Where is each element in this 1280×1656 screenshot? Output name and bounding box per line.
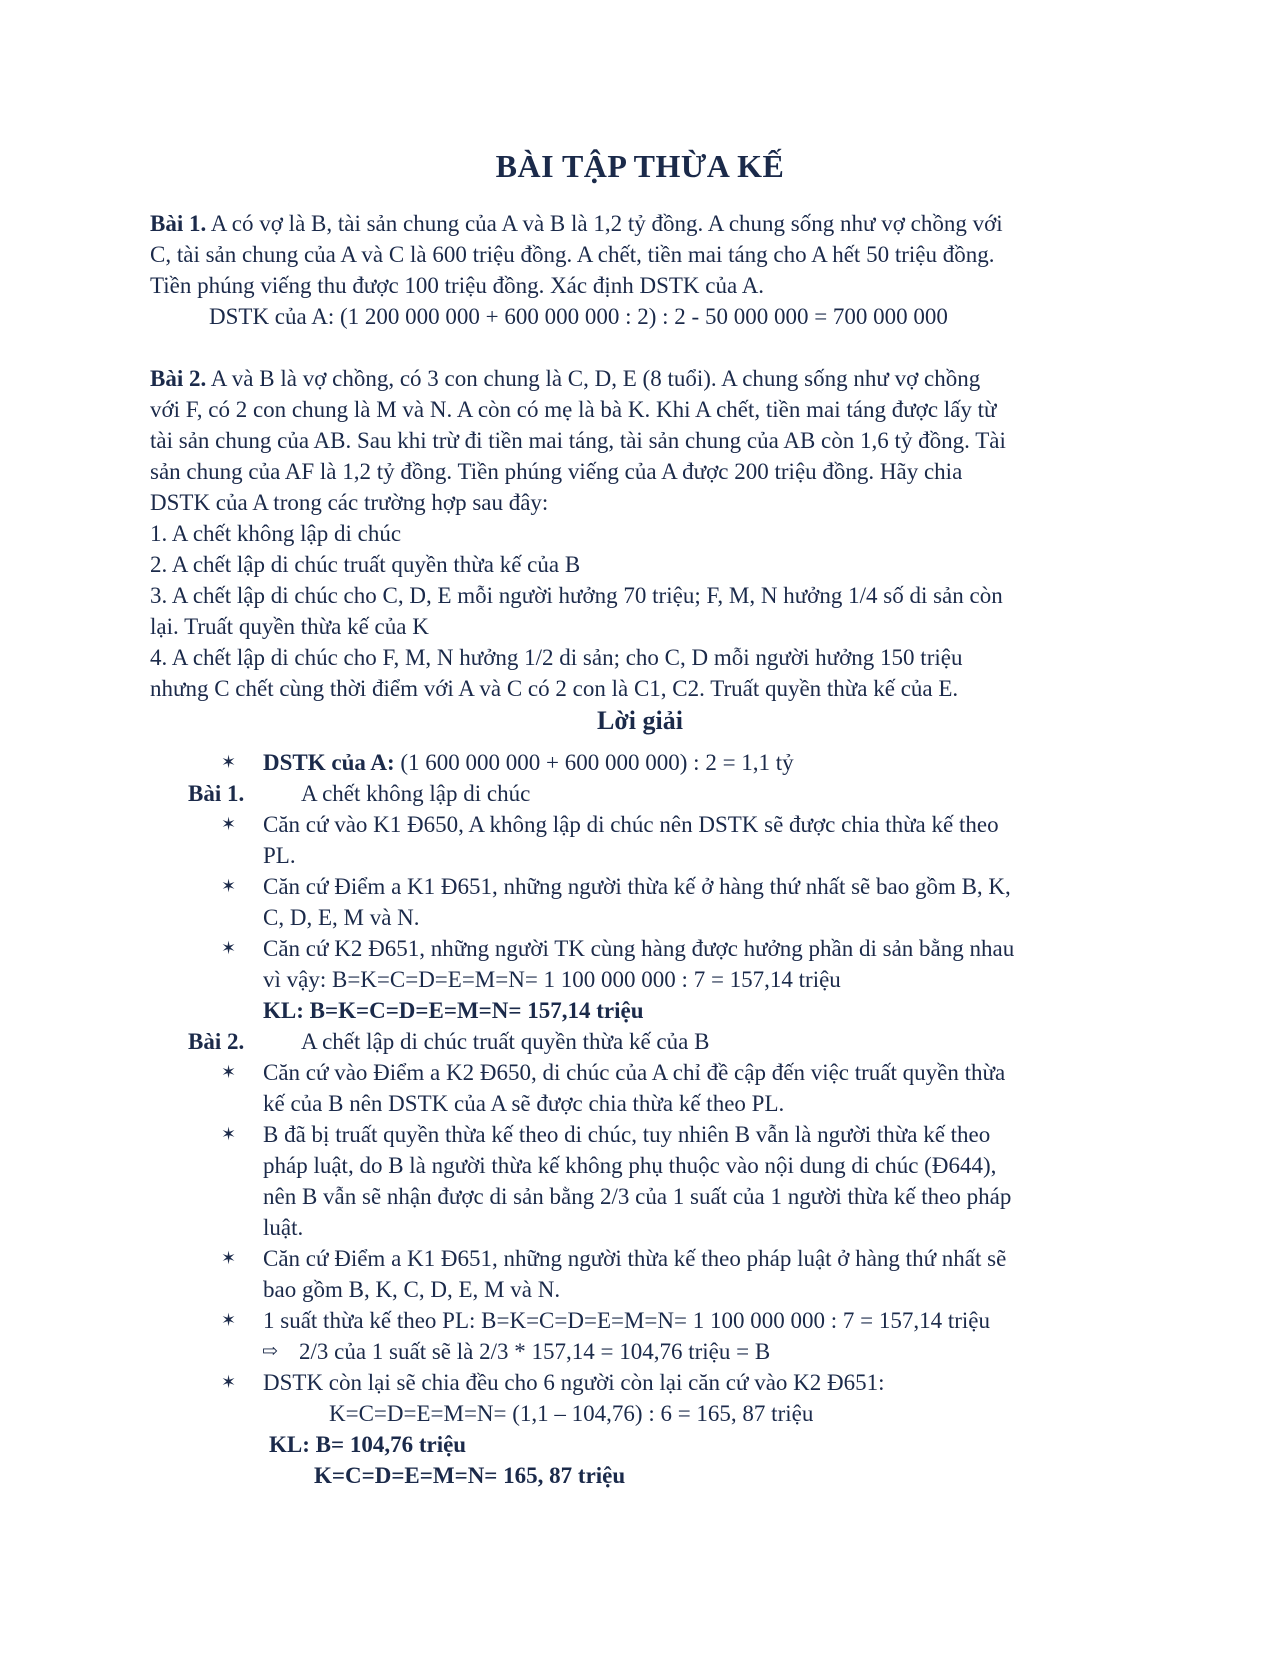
- dstk-value: (1 600 000 000 + 600 000 000) : 2 = 1,1 tỷ: [394, 750, 794, 775]
- exercise-1-line: C, tài sản chung của A và C là 600 triệu đồng. A chết, tiền mai táng cho A hết 50 triệu đồng.: [150, 242, 995, 267]
- bullet-item: [263, 1057, 1123, 1119]
- exercise-2-line: với F, có 2 con chung là M và N. A còn có mẹ là bà K. Khi A chết, tiền mai táng được lấy từ: [150, 397, 997, 422]
- bullet-line: DSTK còn lại sẽ chia đều cho 6 người còn lại căn cứ vào K2 Đ651:: [263, 1370, 885, 1395]
- bullet-star-icon: ✶: [221, 1124, 237, 1144]
- bullet-item: [263, 871, 1123, 933]
- exercise-2-line: A và B là vợ chồng, có 3 con chung là C, D, E (8 tuổi). A chung sống như vợ chồng: [206, 366, 981, 391]
- exercise-2-line: 2. A chết lập di chúc truất quyền thừa kế của B: [150, 552, 581, 577]
- bullet-line: bao gồm B, K, C, D, E, M và N.: [263, 1277, 561, 1302]
- exercise-2-line: lại. Truất quyền thừa kế của K: [150, 614, 429, 639]
- bullet-star-icon: ✶: [221, 938, 237, 958]
- exercise-2-line: 4. A chết lập di chúc cho F, M, N hưởng 1/2 di sản; cho C, D mỗi người hưởng 150 triệu: [150, 645, 963, 670]
- exercise-2-label: Bài 2.: [150, 366, 207, 391]
- part-1-conclusion: KL: B=K=C=D=E=M=N= 157,14 triệu: [263, 998, 644, 1023]
- arrow-line: 2/3 của 1 suất sẽ là 2/3 * 157,14 = 104,76 triệu = B: [299, 1339, 771, 1364]
- bullet-line: Căn cứ vào K1 Đ650, A không lập di chúc nên DSTK sẽ được chia thừa kế theo: [263, 812, 999, 837]
- bullet-line: kế của B nên DSTK của A sẽ được chia thừa kế theo PL.: [263, 1091, 785, 1116]
- bullet-line: B đã bị truất quyền thừa kế theo di chúc, tuy nhiên B vẫn là người thừa kế theo: [263, 1122, 991, 1147]
- part-2-conclusion: K=C=D=E=M=N= 165, 87 triệu: [314, 1463, 626, 1488]
- part-1-title: A chết không lập di chúc: [301, 781, 531, 806]
- bullet-star-icon: ✶: [221, 1310, 237, 1330]
- dstk-label: DSTK của A:: [263, 750, 395, 775]
- exercise-2-line: tài sản chung của AB. Sau khi trừ đi tiền mai táng, tài sản chung của AB còn 1,6 tỷ đồng. Tài: [150, 428, 1006, 453]
- exercise-2: [150, 363, 1122, 704]
- bullet-item: [263, 809, 1123, 871]
- part-1-label: Bài 1.: [188, 781, 245, 806]
- bullet-star-icon: ✶: [221, 814, 237, 834]
- part-2-conclusion: KL: B= 104,76 triệu: [269, 1432, 467, 1457]
- bullet-line: 1 suất thừa kế theo PL: B=K=C=D=E=M=N= 1 100 000 000 : 7 = 157,14 triệu: [263, 1308, 990, 1333]
- exercise-1-answer: DSTK của A: (1 200 000 000 + 600 000 000 : 2) : 2 - 50 000 000 = 700 000 000: [209, 304, 948, 329]
- bullet-line: PL.: [263, 843, 296, 868]
- exercise-1-line: A có vợ là B, tài sản chung của A và B là 1,2 tỷ đồng. A chung sống như vợ chồng với: [206, 211, 1003, 236]
- exercise-2-line: 1. A chết không lập di chúc: [150, 521, 402, 546]
- bullet-star-icon: ✶: [221, 876, 237, 896]
- exercise-2-line: 3. A chết lập di chúc cho C, D, E mỗi người hưởng 70 triệu; F, M, N hưởng 1/4 số di sản còn: [150, 583, 1003, 608]
- bullet-line: Căn cứ vào Điểm a K2 Đ650, di chúc của A chỉ đề cập đến việc truất quyền thừa: [263, 1060, 1006, 1085]
- arrow-right-icon: ⇨: [262, 1341, 278, 1362]
- page-title: BÀI TẬP THỪA KẾ: [495, 148, 785, 184]
- bullet-star-icon: ✶: [221, 1062, 237, 1082]
- exercise-2-line: nhưng C chết cùng thời điểm với A và C có 2 con là C1, C2. Truất quyền thừa kế của E.: [150, 676, 959, 701]
- bullet-line: Căn cứ Điểm a K1 Đ651, những người thừa kế theo pháp luật ở hàng thứ nhất sẽ: [263, 1246, 1007, 1271]
- bullet-star-icon: ✶: [221, 752, 237, 772]
- part-2-label: Bài 2.: [188, 1029, 245, 1054]
- solution-heading: Lời giải: [597, 706, 683, 735]
- bullet-star-icon: ✶: [221, 1372, 237, 1392]
- dstk-line: [263, 747, 1123, 778]
- bullet-line: C, D, E, M và N.: [263, 905, 420, 930]
- bullet-item: [263, 1305, 1123, 1336]
- bullet-line: Căn cứ K2 Đ651, những người TK cùng hàng được hưởng phần di sản bằng nhau: [263, 936, 1015, 961]
- exercise-2-line: sản chung của AF là 1,2 tỷ đồng. Tiền phúng viếng của A được 200 triệu đồng. Hãy chia: [150, 459, 963, 484]
- bullet-line: vì vậy: B=K=C=D=E=M=N= 1 100 000 000 : 7 = 157,14 triệu: [263, 967, 841, 992]
- exercise-2-line: DSTK của A trong các trường hợp sau đây:: [150, 490, 549, 515]
- bullet-item: [263, 1367, 1123, 1398]
- bullet-line: nên B vẫn sẽ nhận được di sản bằng 2/3 của 1 suất của 1 người thừa kế theo pháp: [263, 1184, 1012, 1209]
- bullet-item: [263, 1243, 1123, 1305]
- bullet-star-icon: ✶: [221, 1248, 237, 1268]
- part-2-title: A chết lập di chúc truất quyền thừa kế của B: [301, 1029, 710, 1054]
- exercise-1-line: Tiền phúng viếng thu được 100 triệu đồng. Xác định DSTK của A.: [150, 273, 765, 298]
- bullet-item: [263, 933, 1123, 995]
- bullet-line: luật.: [263, 1215, 304, 1240]
- formula-line: K=C=D=E=M=N= (1,1 – 104,76) : 6 = 165, 87 triệu: [329, 1401, 814, 1426]
- bullet-line: Căn cứ Điểm a K1 Đ651, những người thừa kế ở hàng thứ nhất sẽ bao gồm B, K,: [263, 874, 1011, 899]
- bullet-item: [263, 1119, 1123, 1243]
- bullet-line: pháp luật, do B là người thừa kế không phụ thuộc vào nội dung di chúc (Đ644),: [263, 1153, 997, 1178]
- exercise-1-label: Bài 1.: [150, 211, 207, 236]
- exercise-1: [150, 208, 1122, 301]
